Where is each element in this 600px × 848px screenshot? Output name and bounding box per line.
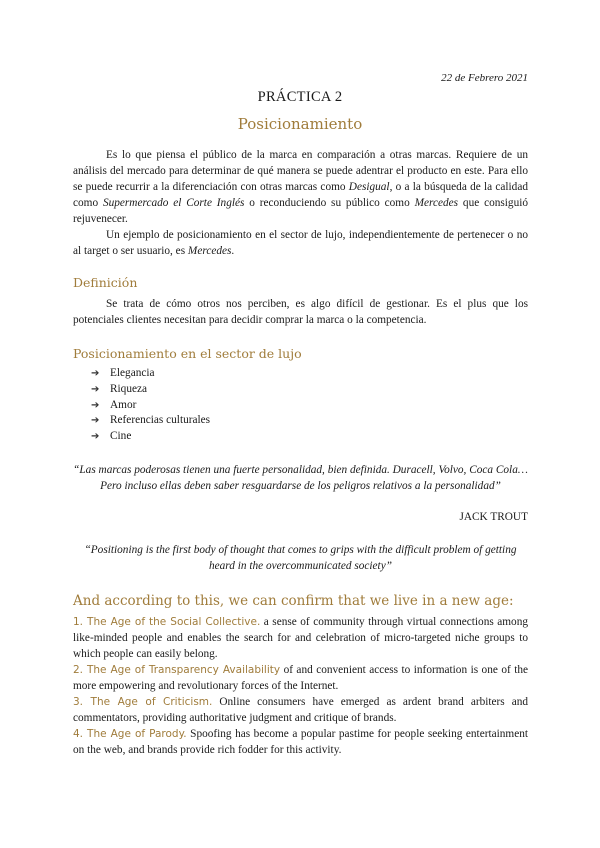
intro-section xyxy=(73,147,528,259)
list-item: ➔ Riqueza xyxy=(91,382,210,398)
list-item: ➔ Elegancia xyxy=(91,366,210,382)
quote-positioning: “Positioning is the first body of thought that comes to grips with the difficult problem of getting heard in the overcommunicated society” xyxy=(84,544,517,572)
list-item: ➔ Amor xyxy=(91,398,210,414)
ages-list xyxy=(73,614,528,758)
intro-paragraph-2: Un ejemplo de posicionamiento en el sector de lujo, independientemente de pertenecer o no al target o ser usuario, es Mercedes. xyxy=(73,229,528,257)
list-item: 4. The Age of Parody. Spoofing has become a popular pastime for people seeking entertainment on the web, and brands provide rich fodder for this activity. xyxy=(73,728,528,756)
arrow-right-icon: ➔ xyxy=(91,431,100,443)
quote-trout: “Las marcas poderosas tienen una fuerte personalidad, bien definida. Duracell, Volvo, Coca Cola…Pero incluso ellas deben saber resguardarse de los peligros relativos a la personalidad” xyxy=(73,464,528,492)
luxury-heading: Posicionamiento en el sector de lujo xyxy=(73,346,302,361)
document-subtitle: Posicionamiento xyxy=(237,115,363,133)
quote-author: JACK TROUT xyxy=(459,511,528,523)
list-item: 3. The Age of Criticism. Online consumers have emerged as ardent brand arbiters and commentators, providing authoritative judgment and critique of brands. xyxy=(73,696,529,724)
list-item: ➔ Cine xyxy=(91,429,210,445)
list-item: ➔ Referencias culturales xyxy=(91,413,210,429)
list-item: 1. The Age of the Social Collective. a sense of community through virtual connections among like-minded people and enables the search for and celebration of micro-targeted niche groups to which people can easily belong. xyxy=(73,616,528,660)
list-item: 2. The Age of Transparency Availability of and convenient access to information is one of the more empowering and revolutionary forces of the Internet. xyxy=(73,664,528,692)
arrow-right-icon: ➔ xyxy=(91,368,100,379)
document-title: PRÁCTICA 2 xyxy=(257,89,343,105)
ages-heading: And according to this, we can confirm that we live in a new age: xyxy=(73,593,514,609)
luxury-list xyxy=(91,366,210,445)
intro-paragraph-1: Es lo que piensa el público de la marca en comparación a otras marcas. Requiere de un análisis del mercado para determinar de qué manera se puede adentrar el producto en este. Para ello se puede recurrir a la diferenciación con otras marcas como Desigual, o a la búsqueda de la calidad como Supermercado el Corte Inglés o reconduciendo su público como Mercedes que consiguió rejuvenecer. xyxy=(73,149,529,225)
document-date: 22 de Febrero 2021 xyxy=(441,72,528,84)
arrow-right-icon: ➔ xyxy=(91,399,100,411)
definition-section xyxy=(73,296,528,328)
definition-text: Se trata de cómo otros nos perciben, es algo difícil de gestionar. Es el plus que los potenciales clientes necesitan para decidir comprar la marca o la competencia. xyxy=(73,298,528,326)
arrow-right-icon: ➔ xyxy=(91,415,100,427)
arrow-right-icon: ➔ xyxy=(91,383,100,395)
definition-heading: Definición xyxy=(73,275,138,290)
